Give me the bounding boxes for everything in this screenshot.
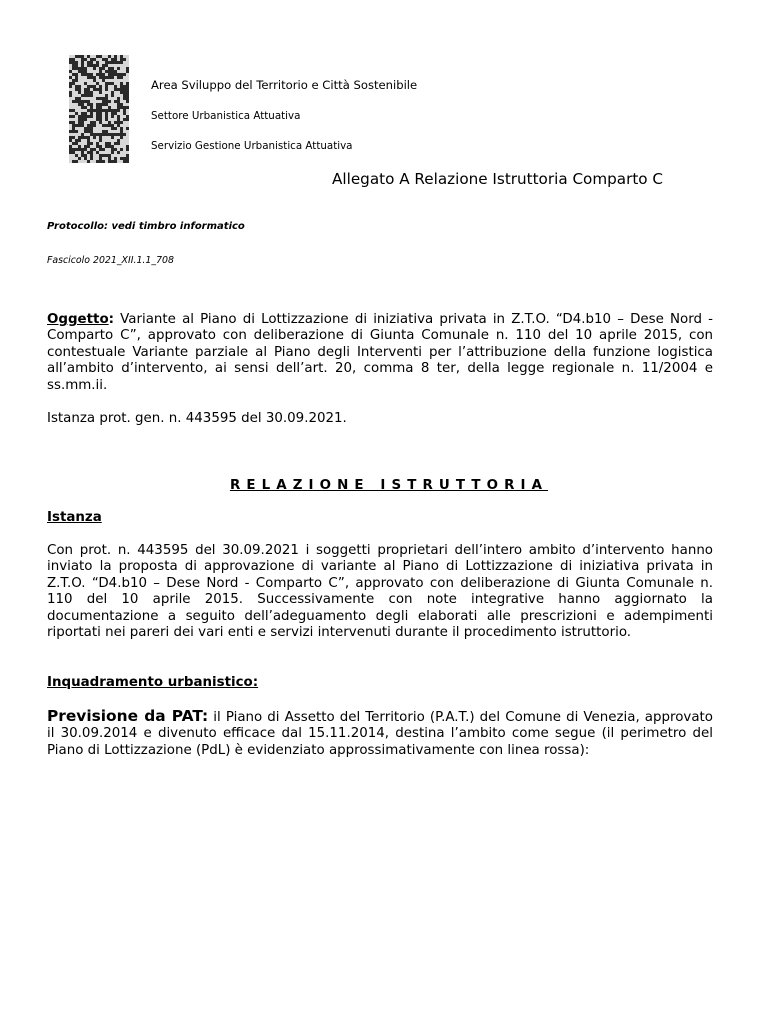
istanza-paragraph: Con prot. n. 443595 del 30.09.2021 i soggetti proprietari dell’intero ambito d’intervento hanno inviato la proposta di approvazione di variante al Piano di Lottizzazione di iniziativa privata in Z.T.O. “D4.b10 – Dese Nord - Comparto C”, approvato con deliberazione di Giunta Comunale n. 110 del 10 aprile 2015. Successivamente con note integrative hanno aggiornato la documentazione a seguito dell’adeguamento degli elaborati alle prescrizioni e adempimenti riportati nei pareri dei vari enti e servizi intervenuti durante il procedimento istruttorio. — [47, 543, 713, 641]
section-title-inquadramento: Inquadramento urbanistico: — [47, 675, 259, 690]
header-servizio: Servizio Gestione Urbanistica Attuativa — [151, 140, 353, 152]
istanza-protocol: Istanza prot. gen. n. 443595 del 30.09.2021. — [47, 411, 347, 426]
header-area: Area Sviluppo del Territorio e Città Sostenibile — [151, 78, 418, 92]
section-title-istanza: Istanza — [47, 510, 102, 525]
oggetto-paragraph — [47, 312, 713, 394]
relazione-istruttoria-heading: RELAZIONE ISTRUTTORIA — [229, 478, 549, 493]
protocollo-line: Protocollo: vedi timbro informatico — [47, 221, 245, 232]
fascicolo-line: Fascicolo 2021_XII.1.1_708 — [47, 255, 174, 266]
qr-code-logo-icon — [69, 55, 129, 163]
pat-lead: Previsione da PAT: — [47, 707, 209, 725]
oggetto-colon: : — [108, 312, 114, 327]
pat-text: il Piano di Assetto del Territorio (P.A.T.) del Comune di Venezia, approvato il 30.09.2014 e divenuto efficace dal 15.11.2014, destina l’ambito come segue (il perimetro del Piano di Lottizzazione (PdL) è evidenziato approssimativamente con linea rossa): — [47, 710, 713, 758]
pat-paragraph — [47, 708, 713, 759]
header-settore: Settore Urbanistica Attuativa — [151, 110, 301, 122]
oggetto-label: Oggetto — [47, 312, 109, 327]
oggetto-text: Variante al Piano di Lottizzazione di iniziativa privata in Z.T.O. “D4.b10 – Dese Nord - Comparto C”, approvato con deliberazione di Giunta Comunale n. 110 del 10 aprile 2015, con contestuale Variante parziale al Piano degli Interventi per l’attribuzione della funzione logistica all’ambito d’intervento, ai sensi dell’art. 20, comma 8 ter, della legge regionale n. 11/2004 e ss.mm.ii. — [47, 312, 713, 393]
document-title: Allegato A Relazione Istruttoria Comparto C — [332, 170, 664, 188]
